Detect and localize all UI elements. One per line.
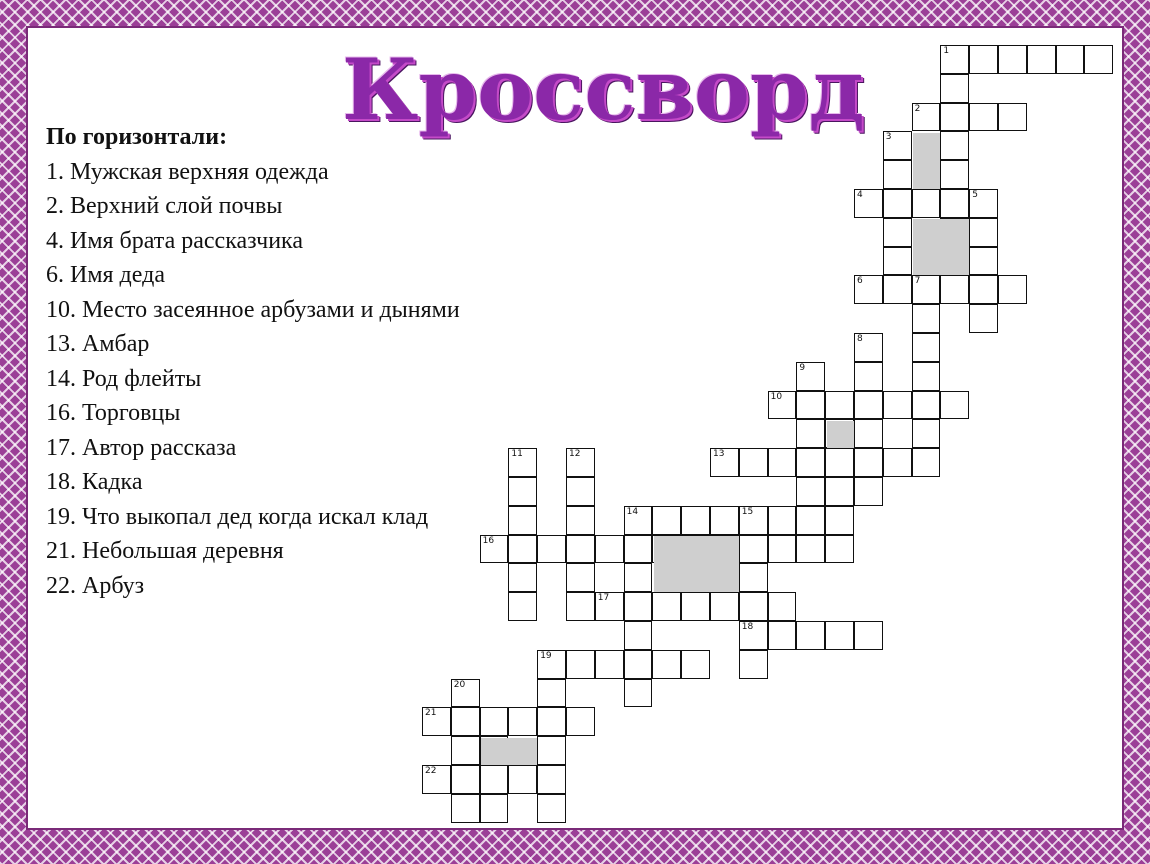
crossword-cell[interactable] xyxy=(1056,45,1085,74)
crossword-cell[interactable] xyxy=(566,650,595,679)
clue-item: 2. Верхний слой почвы xyxy=(46,193,283,219)
crossword-cell[interactable] xyxy=(451,707,480,736)
crossword-cell[interactable] xyxy=(537,535,566,564)
crossword-cell[interactable] xyxy=(1027,45,1056,74)
clue-item: 21. Небольшая деревня xyxy=(46,538,284,564)
cell-number: 2 xyxy=(914,103,921,114)
crossword-cell[interactable] xyxy=(969,304,998,333)
crossword-cell[interactable] xyxy=(652,506,681,535)
crossword-cell[interactable] xyxy=(566,592,595,621)
crossword-cell[interactable] xyxy=(739,535,768,564)
crossword-cell[interactable] xyxy=(768,448,797,477)
crossword-cell[interactable] xyxy=(739,448,768,477)
crossword-cell[interactable] xyxy=(652,592,681,621)
crossword-cell[interactable] xyxy=(681,506,710,535)
clue-item: 17. Автор рассказа xyxy=(46,434,237,461)
cell-number: 11 xyxy=(511,449,523,460)
clue-item: 16. Торговцы xyxy=(46,400,181,426)
cell-number: 12 xyxy=(569,449,581,460)
crossword-cell[interactable] xyxy=(451,794,480,823)
crossword-cell[interactable] xyxy=(508,477,537,506)
crossword-cell[interactable] xyxy=(537,794,566,823)
crossword-cell[interactable] xyxy=(854,477,883,506)
crossword-cell[interactable] xyxy=(912,448,941,477)
crossword-cell[interactable] xyxy=(566,477,595,506)
cell-number: 13 xyxy=(713,449,725,460)
crossword-cell[interactable] xyxy=(566,707,595,736)
crossword-cell[interactable] xyxy=(912,362,941,391)
cell-number: 9 xyxy=(799,362,806,373)
crossword-cell[interactable] xyxy=(883,391,912,420)
crossword-cell[interactable] xyxy=(768,592,797,621)
crossword-cell[interactable] xyxy=(854,362,883,391)
crossword-cell[interactable] xyxy=(854,419,883,448)
crossword-cell[interactable] xyxy=(508,765,537,794)
crossword-cell[interactable] xyxy=(998,275,1027,304)
crossword-cell[interactable] xyxy=(969,247,998,276)
cell-number: 22 xyxy=(425,766,437,776)
crossword-cell[interactable] xyxy=(508,707,537,736)
crossword-cell[interactable] xyxy=(854,621,883,650)
clue-item: 14. Род флейты xyxy=(46,365,202,392)
crossword-cell[interactable] xyxy=(796,506,825,535)
crossword-cell[interactable] xyxy=(796,419,825,448)
crossword-cell[interactable] xyxy=(537,736,566,765)
crossword-cell[interactable] xyxy=(883,160,912,189)
crossword-cell[interactable] xyxy=(883,189,912,218)
clue-item: 6. Имя деда xyxy=(46,262,165,288)
cell-number: 6 xyxy=(857,276,863,287)
cell-number: 4 xyxy=(857,190,863,200)
crossword-cell[interactable] xyxy=(595,650,624,679)
cell-number: 18 xyxy=(741,622,754,632)
cell-number: 16 xyxy=(482,535,495,546)
cell-number: 10 xyxy=(770,391,783,402)
crossword-cell[interactable] xyxy=(652,650,681,679)
cell-number: 8 xyxy=(857,334,863,344)
crossword-cell[interactable] xyxy=(969,218,998,247)
crossword-cell[interactable] xyxy=(566,563,595,592)
cell-number: 21 xyxy=(425,708,437,719)
cell-number: 20 xyxy=(453,679,466,690)
crossword-cell[interactable] xyxy=(681,592,710,621)
cell-number: 1 xyxy=(943,46,950,56)
crossword-cell[interactable] xyxy=(480,794,509,823)
clue-item: 22. Арбуз xyxy=(46,572,145,599)
clue-item: 13. Амбар xyxy=(46,331,150,357)
crossword-cell[interactable] xyxy=(796,391,825,420)
crossword-cell[interactable] xyxy=(480,765,509,794)
cell-number: 5 xyxy=(972,190,978,200)
crossword-cell[interactable] xyxy=(912,333,941,362)
crossword-cell[interactable] xyxy=(940,275,969,304)
crossword-cell[interactable] xyxy=(940,160,969,189)
crossword-cell[interactable] xyxy=(480,707,509,736)
crossword-cell[interactable] xyxy=(883,218,912,247)
crossword-cell[interactable] xyxy=(825,535,854,564)
shaded-block xyxy=(654,536,739,592)
crossword-cell[interactable] xyxy=(854,391,883,420)
crossword-cell[interactable] xyxy=(1084,45,1113,74)
crossword-cell[interactable] xyxy=(912,391,941,420)
crossword-cell[interactable] xyxy=(624,650,653,679)
crossword-cell[interactable] xyxy=(883,275,912,304)
crossword-cell[interactable] xyxy=(796,448,825,477)
crossword-cell[interactable] xyxy=(624,679,653,708)
crossword-cell[interactable] xyxy=(624,592,653,621)
clues-heading: По горизонтали: xyxy=(46,124,228,150)
crossword-cell[interactable] xyxy=(451,765,480,794)
crossword-cell[interactable] xyxy=(912,304,941,333)
crossword-cell[interactable] xyxy=(825,448,854,477)
cell-number: 14 xyxy=(626,506,639,517)
crossword-cell[interactable] xyxy=(969,103,998,132)
crossword-cell[interactable] xyxy=(796,535,825,564)
crossword-cell[interactable] xyxy=(508,535,537,564)
crossword-cell[interactable] xyxy=(508,563,537,592)
crossword-cell[interactable] xyxy=(825,621,854,650)
crossword-cell[interactable] xyxy=(825,506,854,535)
crossword-cell[interactable] xyxy=(451,736,480,765)
crossword-cell[interactable] xyxy=(825,477,854,506)
clue-item: 18. Кадка xyxy=(46,469,143,495)
clue-item: 4. Имя брата рассказчика xyxy=(46,227,304,254)
crossword-cell[interactable] xyxy=(566,535,595,564)
crossword-cell[interactable] xyxy=(969,275,998,304)
page-title: Кроссворд xyxy=(342,40,865,139)
crossword-cell[interactable] xyxy=(739,650,768,679)
crossword-cell[interactable] xyxy=(537,707,566,736)
crossword-cell[interactable] xyxy=(624,563,653,592)
crossword-cell[interactable] xyxy=(825,391,854,420)
shaded-block xyxy=(913,219,969,275)
crossword-cell[interactable] xyxy=(883,247,912,276)
crossword-cell[interactable] xyxy=(940,189,969,218)
crossword-cell[interactable] xyxy=(710,592,739,621)
crossword-cell[interactable] xyxy=(739,592,768,621)
crossword-cell[interactable] xyxy=(739,563,768,592)
crossword-cell[interactable] xyxy=(595,535,624,564)
crossword-cell[interactable] xyxy=(998,103,1027,132)
crossword-cell[interactable] xyxy=(768,535,797,564)
shaded-block xyxy=(913,133,940,189)
crossword-cell[interactable] xyxy=(998,45,1027,74)
cell-number: 17 xyxy=(597,593,610,604)
crossword-cell[interactable] xyxy=(624,621,653,650)
crossword-cell[interactable] xyxy=(796,621,825,650)
crossword-cell[interactable] xyxy=(537,765,566,794)
crossword-cell[interactable] xyxy=(566,506,595,535)
clue-item: 19. Что выкопал дед когда искал клад xyxy=(46,503,429,530)
crossword-cell[interactable] xyxy=(796,477,825,506)
crossword-cell[interactable] xyxy=(681,650,710,679)
crossword-cell[interactable] xyxy=(940,74,969,103)
clue-item: 10. Место засеянное арбузами и дынями xyxy=(46,296,460,323)
crossword-cell[interactable] xyxy=(940,131,969,160)
crossword-cell[interactable] xyxy=(883,448,912,477)
cell-number: 19 xyxy=(540,650,552,661)
shaded-block xyxy=(481,738,537,765)
crossword-cell[interactable] xyxy=(912,189,941,218)
cell-number: 3 xyxy=(885,132,892,143)
crossword-cell[interactable] xyxy=(768,621,797,650)
crossword-cell[interactable] xyxy=(969,45,998,74)
crossword-cell[interactable] xyxy=(508,592,537,621)
crossword-cell[interactable] xyxy=(940,103,969,132)
crossword-cell[interactable] xyxy=(912,419,941,448)
clue-item: 1. Мужская верхняя одежда xyxy=(46,158,329,185)
cell-number: 15 xyxy=(741,506,754,517)
crossword-cell[interactable] xyxy=(854,448,883,477)
crossword-cell[interactable] xyxy=(624,535,653,564)
crossword-cell[interactable] xyxy=(508,506,537,535)
crossword-cell[interactable] xyxy=(768,506,797,535)
shaded-block xyxy=(827,421,854,448)
cell-number: 7 xyxy=(914,276,921,287)
crossword-cell[interactable] xyxy=(537,679,566,708)
crossword-cell[interactable] xyxy=(940,391,969,420)
crossword-cell[interactable] xyxy=(710,506,739,535)
